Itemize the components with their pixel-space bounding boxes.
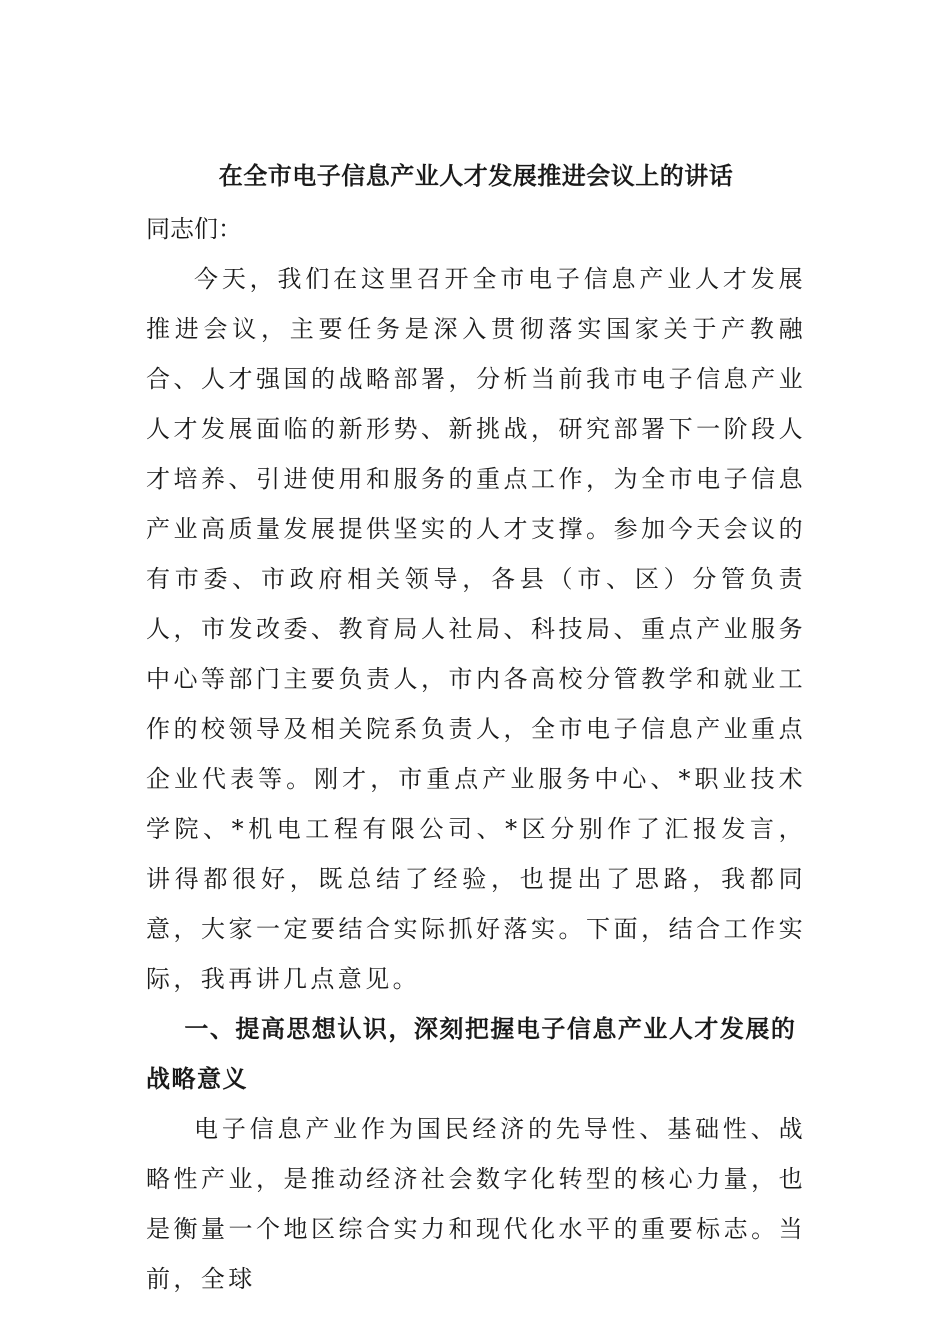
section-heading-1: 一、提高思想认识，深刻把握电子信息产业人才发展的战略意义 (146, 1015, 797, 1093)
document-page (146, 150, 806, 1304)
paragraph-opening: 今天，我们在这里召开全市电子信息产业人才发展推进会议，主要任务是深入贯彻落实国家关于产教融合、人才强国的战略部署，分析当前我市电子信息产业人才发展面临的新形势、新挑战，研究部署下一阶段人才培养、引进使用和服务的重点工作，为全市电子信息产业高质量发展提供坚实的人才支撑。参加今天会议的有市委、市政府相关领导，各县（市、区）分管负责人，市发改委、教育局人社局、科技局、重点产业服务中心等部门主要负责人，市内各高校分管教学和就业工作的校领导及相关院系负责人，全市电子信息产业重点企业代表等。刚才，市重点产业服务中心、*职业技术学院、*机电工程有限公司、*区分别作了汇报发言，讲得都很好，既总结了经验，也提出了思路，我都同意，大家一定要结合实际抓好落实。下面，结合工作实际，我再讲几点意见。 (146, 265, 806, 993)
paragraph-section-1: 电子信息产业作为国民经济的先导性、基础性、战略性产业，是推动经济社会数字化转型的核心力量，也是衡量一个地区综合实力和现代化水平的重要标志。当前，全球 (146, 1115, 806, 1293)
document-title: 在全市电子信息产业人才发展推进会议上的讲话 (218, 162, 734, 190)
salutation: 同志们： (146, 215, 242, 243)
